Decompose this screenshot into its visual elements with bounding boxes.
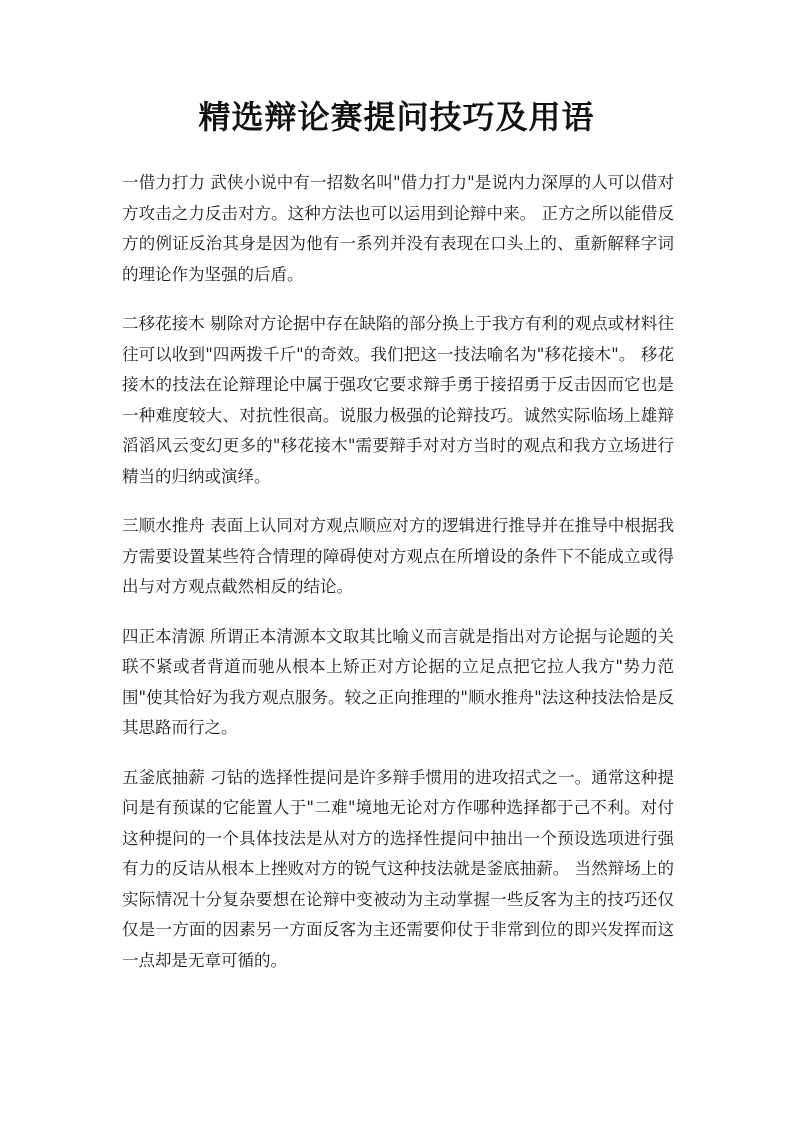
- paragraph-push-boat: 三顺水推舟 表面上认同对方观点顺应对方的逻辑进行推导并在推导中根据我方需要设置某些符合情理的障碍使对方观点在所增设的条件下不能成立或得出与对方观点截然相反的结论。: [122, 516, 674, 596]
- document-body: [122, 168, 674, 995]
- paragraph-borrow-force: 一借力打力 武侠小说中有一招数名叫"借力打力"是说内力深厚的人可以借对方攻击之力反击对方。这种方法也可以运用到论辩中来。 正方之所以能借反方的例证反治其身是因为他有一系列并没有表现在口头上的、重新解释字词的理论作为坚强的后盾。: [122, 173, 674, 284]
- paragraph-graft-flowers: 二移花接木 剔除对方论据中存在缺陷的部分换上于我方有利的观点或材料往往可以收到"四两拨千斤"的奇效。我们把这一技法喻名为"移花接木"。 移花接木的技法在论辩理论中属于强攻它要求辩手勇于接招勇于反击因而它也是一种难度较大、对抗性很高。说服力极强的论辩技巧。诚然实际临场上雄辩滔滔风云变幻更多的"移花接木"需要辩手对对方当时的观点和我方立场进行精当的归纳或演绎。: [122, 314, 674, 486]
- paragraph-rectify-source: 四正本清源 所谓正本清源本文取其比喻义而言就是指出对方论据与论题的关联不紧或者背道而驰从根本上矫正对方论据的立足点把它拉人我方"势力范围"使其恰好为我方观点服务。较之正向推理的"顺水推舟"法这种技法恰是反其思路而行之。: [122, 626, 674, 737]
- page-title: 精选辩论赛提问技巧及用语: [198, 98, 595, 136]
- paragraph-remove-firewood: 五釜底抽薪 刁钻的选择性提问是许多辩手惯用的进攻招式之一。通常这种提问是有预谋的它能置人于"二难"境地无论对方作哪种选择都于己不利。对付这种提问的一个具体技法是从对方的选择性提问中抽出一个预设选项进行强有力的反诘从根本上挫败对方的锐气这种技法就是釜底抽薪。 当然辩场上的实际情况十分复杂要想在论辩中变被动为主动掌握一些反客为主的技巧还仅仅是一方面的因素另一方面反客为主还需要仰仗于非常到位的即兴发挥而这一点却是无章可循的。: [122, 767, 674, 970]
